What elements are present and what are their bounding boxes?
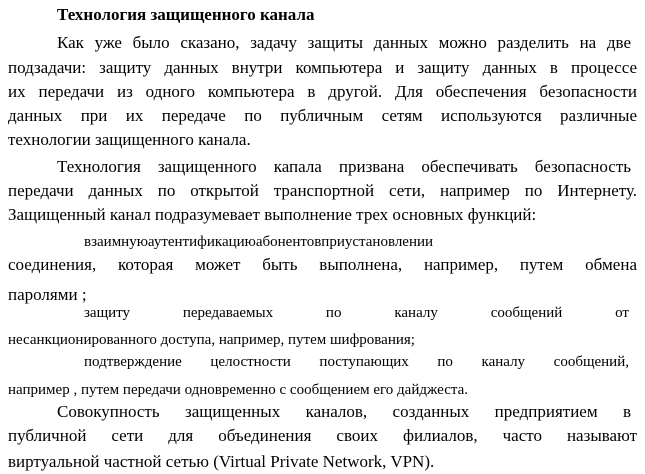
list-item1-line1: взаимнуюаутентификациюабонентовприустановлении — [84, 234, 434, 250]
list-item3-line1: подтверждение целостности поступающих по каналу сообщений, — [84, 354, 629, 370]
para1-line3: их передачи из одного компьютера в другой. Для обеспечения безопасности — [8, 82, 637, 101]
list-item3-line2: например , путем передачи одновременно с сообщением его дайджеста. — [8, 382, 468, 398]
para2-line1: Технология защищенного капала призвана обеспечивать безопасность — [57, 157, 631, 176]
list-item1-line2: соединения, которая может быть выполнена, например, путем обмена — [8, 255, 637, 274]
section-title: Технология защищенного канала — [57, 5, 315, 24]
para3-line1: Совокупность защищенных каналов, созданных предприятием в — [57, 402, 631, 421]
para3-line3: виртуальной частной сетью (Virtual Private Network, VPN). — [8, 452, 435, 471]
para1-line2: подзадачи: защиту данных внутри компьютера и защиту данных в процессе — [8, 58, 637, 77]
list-item2-line1: защиту передаваемых по каналу сообщений от — [84, 305, 629, 321]
para1-line5: технологии защищенного канала. — [8, 130, 251, 149]
para3-line2: публичной сети для объединения своих филиалов, часто называют — [8, 426, 637, 445]
list-item2-line2: несанкционированного доступа, например, путем шифрования; — [8, 332, 415, 348]
para1-line4: данных при их передаче по публичным сетям используются различные — [8, 106, 637, 125]
para1-line1: Как уже было сказано, задачу защиты данных можно разделить на две — [57, 33, 631, 52]
para2-line3: Защищенный канал подразумевает выполнение трех основных функций: — [8, 205, 537, 224]
list-item1-line3: паролями ; — [8, 285, 87, 304]
para2-line2: передачи данных по открытой транспортной сети, например по Интернету. — [8, 181, 637, 200]
